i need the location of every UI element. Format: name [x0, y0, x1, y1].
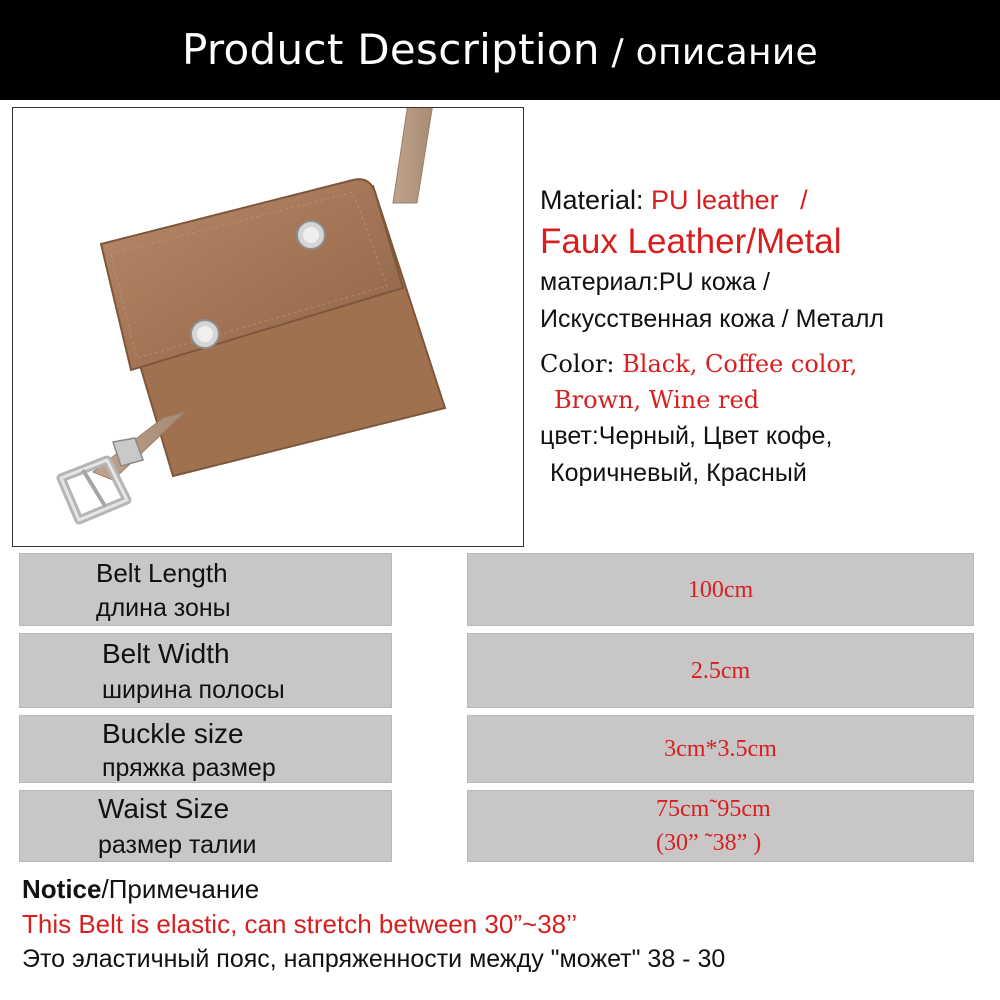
spec-value-line-2: (30” ˜38” ) [656, 830, 762, 856]
specs-table [19, 553, 974, 869]
spec-value-line-1: 75cm˜95cm [656, 796, 771, 822]
spec-value-cell [467, 715, 974, 783]
spec-label-ru: размер талии [98, 831, 257, 859]
spec-value-cell [467, 790, 974, 862]
material-line [540, 180, 990, 220]
color-label: Color: [540, 350, 615, 378]
spec-label-en: Belt Length [96, 558, 228, 588]
notice-title-bold: Notice [22, 874, 102, 904]
material-ru-line-2: Искусственная кожа / Металл [540, 305, 884, 333]
notice-title [22, 872, 982, 906]
spec-row-buckle-size [19, 715, 974, 783]
spec-value-cell [467, 633, 974, 708]
spec-label-ru: длина зоны [96, 594, 231, 622]
color-values-2: Brown, Wine red [554, 386, 760, 414]
material-label: Material: [540, 185, 644, 215]
spec-value: 3cm*3.5cm [664, 736, 777, 762]
notice-title-rest: /Примечание [101, 874, 260, 904]
spec-label-ru: пряжка размер [102, 754, 276, 782]
color-ru-line-2: Коричневый, Красный [550, 459, 807, 487]
belt-bag-photo-icon [13, 108, 523, 546]
spec-row-waist-size [19, 790, 974, 862]
color-line-1 [540, 346, 990, 382]
spec-label-ru: ширина полосы [102, 676, 285, 704]
color-ru-line-1: цвет:Черный, Цвет кофе, [540, 422, 833, 450]
spec-row-belt-length [19, 553, 974, 626]
material-value: PU leather [651, 185, 779, 215]
spec-label-cell [19, 715, 392, 783]
spec-label-cell [19, 633, 392, 708]
notice-russian-line: Это эластичный пояс, напряженности между "может" 38 - 30 [22, 945, 726, 973]
page-title [182, 25, 818, 75]
spec-label-en: Buckle size [102, 718, 244, 749]
material-slash: / [800, 185, 808, 215]
spec-label-en: Belt Width [102, 638, 230, 669]
title-english: Product Description [182, 25, 600, 74]
product-photo [12, 107, 524, 547]
notice-english-line: This Belt is elastic, can stretch between 30”~38’’ [22, 909, 578, 939]
material-ru-line-1: материал:PU кожа / [540, 268, 770, 296]
color-values-1: Black, Coffee color, [622, 350, 858, 378]
spec-label-cell [19, 790, 392, 862]
title-separator: / [599, 32, 636, 73]
notice-section [22, 872, 982, 976]
spec-value: 2.5cm [690, 657, 751, 684]
spec-label-en: Waist Size [98, 793, 230, 824]
spec-value-cell [467, 553, 974, 626]
page-header [0, 0, 1000, 100]
spec-row-belt-width [19, 633, 974, 708]
spec-label-cell [19, 553, 392, 626]
spec-value: 100cm [687, 576, 754, 603]
product-specs-text [540, 180, 990, 492]
title-russian: описание [635, 32, 818, 73]
material-value-2: Faux Leather/Metal [540, 222, 842, 261]
